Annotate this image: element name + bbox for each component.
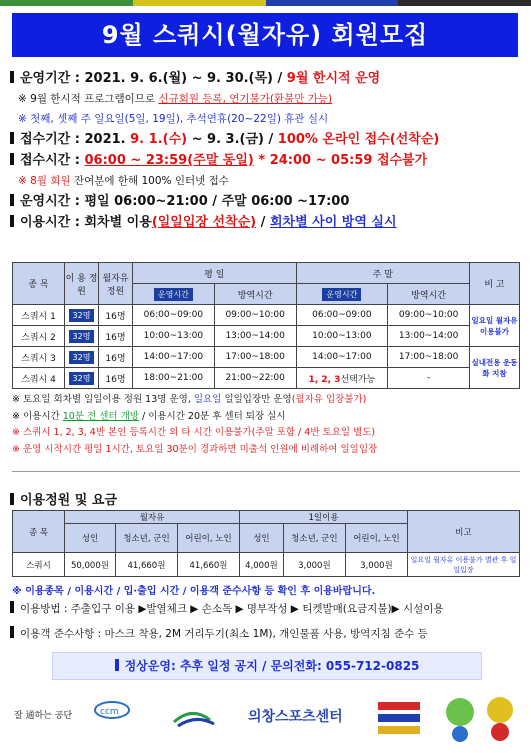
note-3: ※ 8월 회원 잔여분에 한해 100% 인터넷 접수: [18, 175, 229, 187]
table-row: 스쿼시 2 32명 16명 10:00~13:00 13:00~14:00 10:00~13:00 13:00~14:00: [13, 326, 520, 347]
user-rules: 이용객 준수사항 : 마스크 착용, 2M 거리두기(최소 1M), 개인물품 사용, 방역지침 준수 등: [10, 626, 428, 641]
remark-sunday: 일요일 월자유 이용불가: [470, 305, 520, 347]
operation-hours: 운영시간 : 평일 06:00~21:00 / 주말 06:00 ~17:00: [10, 191, 522, 212]
svg-text:ccm: ccm: [100, 707, 119, 717]
changwon-logo: [172, 704, 232, 733]
schedule-notes: [12, 392, 520, 458]
reception-period: 접수기간 : 2021. 9. 1.(수) ~ 9. 3.(금) / 100% 온라인 접수(선착순): [10, 129, 522, 150]
page-title: 9월 스쿼시(월자유) 회원모집: [12, 13, 518, 57]
flag-emblem: [376, 698, 426, 741]
mascot-icons: [438, 694, 528, 747]
slogan: 잘 通하는 공단: [14, 711, 73, 721]
note-late: ※ 운영 시작시간 평일 1시간, 토요일 30분이 경과하면 미출석 인원에 비례하여 일일입장: [12, 443, 378, 455]
ccm-logo: [92, 700, 132, 729]
table-row: 스쿼시 4 32명 16명 18:00~21:00 21:00~22:00 1, 2, 3선택가능 -: [13, 368, 520, 389]
divider: [12, 471, 520, 472]
table-row: 스쿼시 1 32명 16명 06:00~09:00 09:00~10:00 06:00~09:00 09:00~10:00 일요일 월자유 이용불가: [13, 305, 520, 326]
info-section: [10, 68, 522, 233]
sports-center-logo: 의창스포츠센터: [248, 709, 343, 725]
note-1: ※ 9월 한시적 프로그램이므로 신규회원 등록, 연기불가(환불만 가능): [18, 93, 333, 105]
remark-shoes: 실내전용 운동화 지참: [470, 347, 520, 389]
fee-section-title: 이용정원 및 요금: [10, 489, 117, 508]
note-restriction: ※ 스쿼시 1, 2, 3, 4반 본인 등록시간 외 타 시간 이용불가(주말 포함 / 4반 토요일 별도): [12, 427, 376, 438]
note-open-time: ※ 이용시간 10분 전 센터 개방 / 이용시간 20분 후 센터 퇴장 실시: [12, 410, 286, 422]
footer: [0, 690, 531, 753]
table-row: 스쿼시 3 32명 16명 14:00~17:00 17:00~18:00 14:00~17:00 17:00~18:00 실내전용 운동화 지참: [13, 347, 520, 368]
fee-table: 종 목 월자유 1일이용 비고 성인 청소년, 군인 어린이, 노인 성인 청소년, 군인 어린이, 노인 스쿼시 50,000원 41,660원 41,660원 4,000원 3,000원 3,000원 일요일 월자유 이용불가 별관 후 일일입장: [12, 510, 520, 577]
top-color-stripe: [0, 0, 531, 6]
fee-row: 스쿼시 50,000원 41,660원 41,660원 4,000원 3,000원 3,000원 일요일 월자유 이용불가 별관 후 일일입장: [13, 553, 520, 577]
note-2: ※ 첫째, 셋째 주 일요일(5일, 19일), 추석연휴(20~22일) 휴관 실시: [18, 113, 329, 125]
note-saturday: ※ 토요일 회차별 일일이용 정원 13명 운영, 일요일 일일입장만 운영(월자유 입장불가): [12, 394, 367, 405]
schedule-table: 종 목 이 용 정 원 월자유 정원 평 일 주 말 비 고 운영시간 방역시간 운영시간 방역시간 스쿼시 1 32명 16명 06:00~09:00 09:00~10:00 06:00~09:00 09:00~10:00 일요일 월자유 이용불가 스쿼시 2 32명 16명 10:00~13:00 13:00~14:00 10:00~13:00 13:00~14:00 스쿼시 3 32명 16명 14:00~17:00 17:00~18:00 14:00~17:00 17:00~18:00 실내전용 운동화 지참 스쿼시 4 32명 16명 18:00~21:00 21:00~22:00 1, 2, 3선택가능 -: [12, 262, 520, 389]
notice-text: ※ 이용종목 / 이용시간 / 입·출입 시간 / 이용객 준수사항 등 확인 후 이용바랍니다.: [12, 586, 376, 597]
usage-method: 이용방법 : 주출입구 이용 ▶발열체크 ▶ 손소독 ▶ 명부작성 ▶ 티켓발매(요금지불)▶ 시설이용: [10, 601, 444, 616]
usage-hours: 이용시간 : 회차별 이용(일일입장 선착순) / 회차별 사이 방역 실시: [10, 212, 522, 233]
operation-period: 운영기간 : 2021. 9. 6.(월) ~ 9. 30.(목) / 9월 한시적 운영: [10, 68, 522, 89]
reception-time: 접수시간 : 06:00 ~ 23:59(주말 동일) * 24:00 ~ 05:59 접수불가: [10, 150, 522, 171]
contact-banner: 정상운영: 추후 일정 공지 / 문의전화: 055-712-0825: [52, 652, 482, 680]
